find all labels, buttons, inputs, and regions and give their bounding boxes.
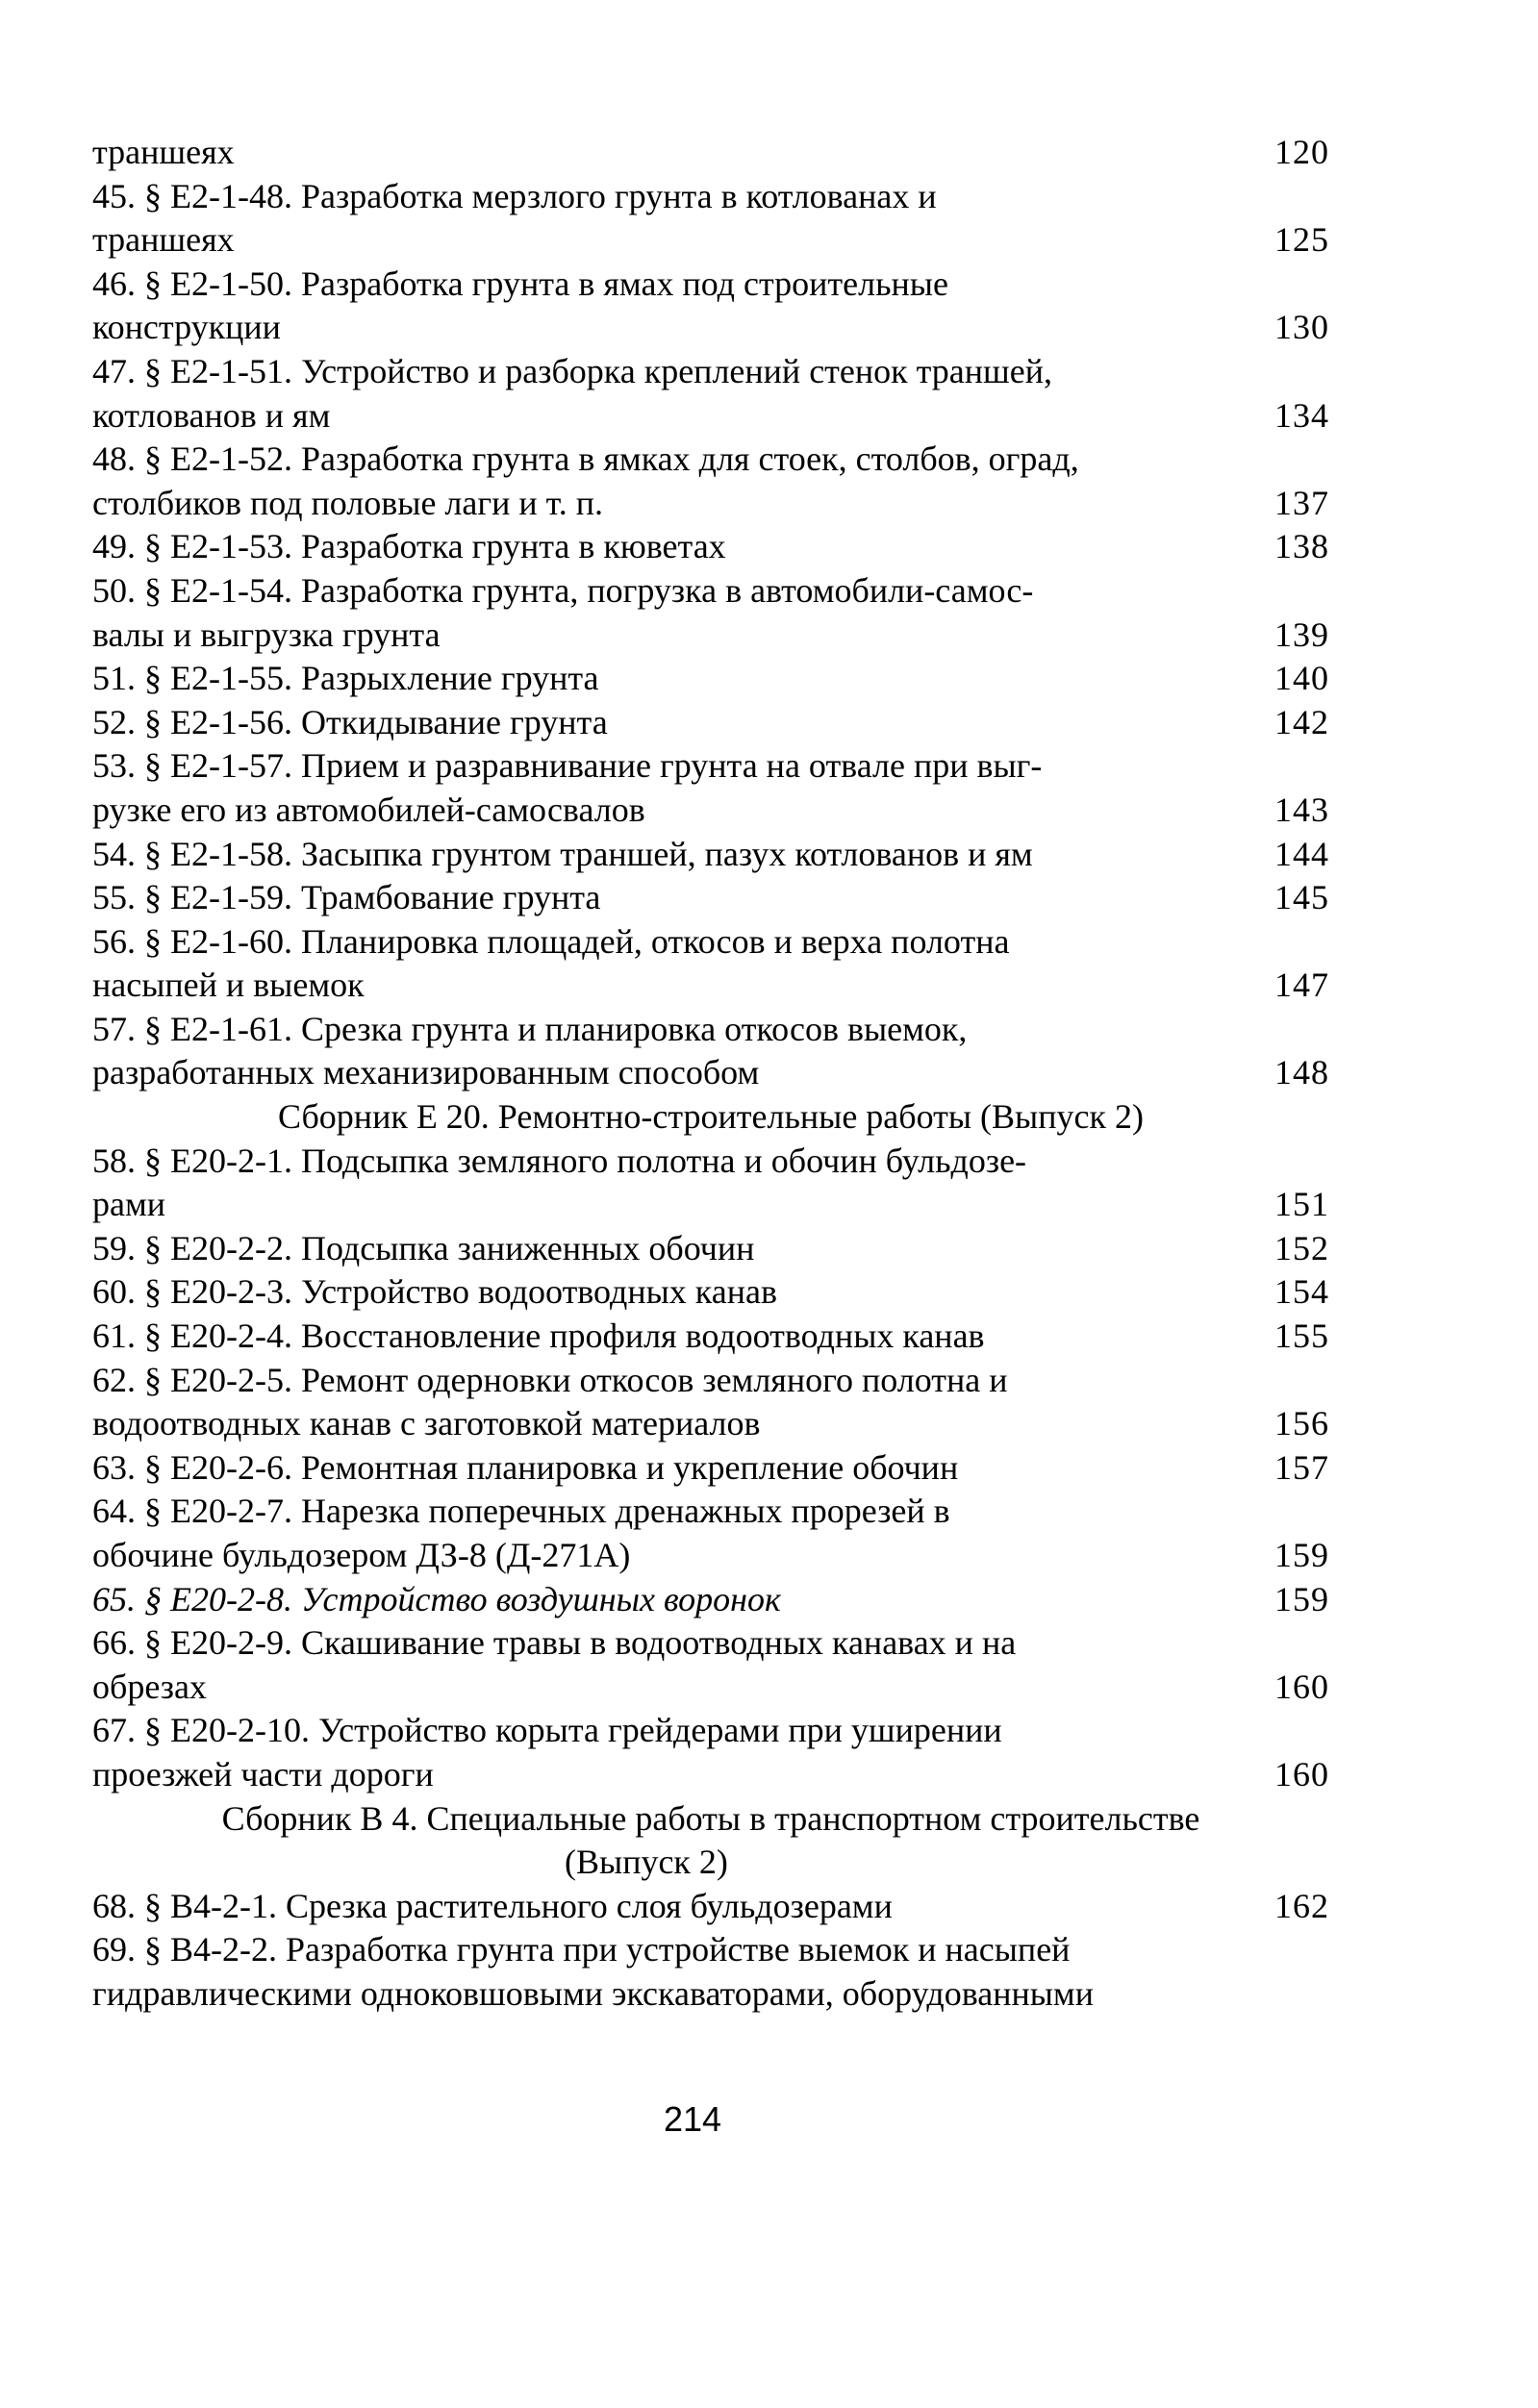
toc-line	[92, 1051, 1329, 1095]
toc-line-text: 66. § Е20-2-9. Скашивание травы в водоотводных канавах и на	[92, 1623, 1017, 1663]
toc-line-text: 51. § Е2-1-55. Разрыхление грунта	[92, 659, 599, 698]
toc-page-number: 162	[1274, 1886, 1329, 1925]
toc-line-text: обочине бульдозером ДЗ-8 (Д-271А)	[92, 1536, 631, 1574]
toc-line	[92, 350, 1329, 394]
toc-line-text: котлованов и ям	[92, 395, 331, 435]
toc-page-number: 160	[1274, 1754, 1329, 1793]
toc-line	[92, 1709, 1329, 1753]
toc-line-text: 56. § Е2-1-60. Планировка площадей, откосов и верха полотна	[92, 921, 1010, 961]
toc-line-text: 53. § Е2-1-57. Прием и разравнивание грунта на отвале при выг-	[92, 746, 1043, 786]
toc-line	[92, 131, 1329, 175]
toc-line-text: 47. § Е2-1-51. Устройство и разборка креплений стенок траншей,	[92, 351, 1053, 390]
toc-line-text: проезжей части дороги	[92, 1754, 434, 1793]
toc-line	[92, 394, 1329, 439]
toc-line-text: насыпей и выемок	[92, 966, 365, 1005]
toc-line-text: 65. § Е20-2-8. Устройство воздушных воронок	[92, 1579, 781, 1618]
toc-page-number: 155	[1274, 1317, 1329, 1356]
toc-line	[92, 175, 1329, 219]
toc-page-number: 156	[1274, 1404, 1329, 1443]
page-number: 214	[663, 2099, 722, 2139]
toc-line-text: 45. § Е2-1-48. Разработка мерзлого грунта в котлованах и	[92, 176, 937, 215]
toc-line-text: 62. § Е20-2-5. Ремонт одерновки откосов земляного полотна и	[92, 1360, 1008, 1399]
toc-line	[92, 1359, 1329, 1403]
toc-page-number: 140	[1274, 659, 1329, 698]
toc-line	[92, 744, 1329, 789]
toc-line-text: гидравлическими одноковшовыми экскаваторами, оборудованными	[92, 1973, 1094, 2013]
toc-page-number: 139	[1274, 615, 1329, 654]
toc-page-number: 134	[1274, 395, 1329, 435]
toc-page-number: 145	[1274, 878, 1329, 917]
toc-line	[92, 1578, 1329, 1622]
toc-page-number: 160	[1274, 1667, 1329, 1706]
toc-line-text: 63. § Е20-2-6. Ремонтная планировка и укрепление обочин	[92, 1447, 959, 1487]
toc-line	[92, 218, 1329, 263]
toc-line-text: 52. § Е2-1-56. Откидывание грунта	[92, 702, 608, 741]
toc-page-number: 159	[1274, 1536, 1329, 1574]
toc-line	[92, 1446, 1329, 1491]
toc-line-text: столбиков под половые лаги и т. п.	[92, 483, 603, 522]
table-of-contents	[92, 131, 1329, 2017]
toc-line	[92, 1928, 1329, 1972]
toc-section-heading	[92, 1095, 1329, 1140]
toc-page-number: 138	[1274, 527, 1329, 566]
toc-line	[92, 1270, 1329, 1315]
toc-line	[92, 1140, 1329, 1184]
toc-line	[92, 789, 1329, 833]
toc-line	[92, 1972, 1329, 2017]
toc-line	[92, 525, 1329, 569]
toc-page-number: 154	[1274, 1272, 1329, 1312]
toc-line	[92, 1621, 1329, 1666]
toc-line	[92, 833, 1329, 877]
toc-line-text: рузке его из автомобилей-самосвалов	[92, 790, 645, 829]
toc-page-number: 142	[1274, 702, 1329, 741]
toc-line	[92, 569, 1329, 614]
toc-line	[92, 1885, 1329, 1929]
toc-line-text: 64. § Е20-2-7. Нарезка поперечных дренажных прорезей в	[92, 1492, 950, 1531]
toc-line	[92, 1666, 1329, 1710]
toc-line-text: 67. § Е20-2-10. Устройство корыта грейдерами при уширении	[92, 1711, 1002, 1750]
toc-line-text: 49. § Е2-1-53. Разработка грунта в кюветах	[92, 527, 726, 566]
toc-line	[92, 1227, 1329, 1271]
toc-line	[92, 701, 1329, 745]
toc-page-number: 159	[1274, 1579, 1329, 1618]
toc-line-text: обрезах	[92, 1667, 207, 1706]
toc-line-text: траншеях	[92, 133, 235, 171]
toc-line	[92, 482, 1329, 526]
toc-line-text: 59. § Е20-2-2. Подсыпка заниженных обочин	[92, 1228, 755, 1267]
toc-line-text: рами	[92, 1185, 166, 1224]
toc-line	[92, 657, 1329, 701]
toc-line-text: 46. § Е2-1-50. Разработка грунта в ямах под строительные	[92, 263, 948, 303]
toc-line-text: водоотводных канав с заготовкой материалов	[92, 1404, 761, 1443]
toc-line-text: 54. § Е2-1-58. Засыпка грунтом траншей, пазух котлованов и ям	[92, 834, 1033, 873]
toc-line	[92, 438, 1329, 482]
toc-page-number: 120	[1274, 133, 1329, 171]
toc-line	[92, 1402, 1329, 1446]
toc-line	[92, 920, 1329, 965]
toc-page-number: 151	[1274, 1185, 1329, 1224]
toc-line-text: 50. § Е2-1-54. Разработка грунта, погрузка в автомобили-самос-	[92, 570, 1034, 610]
toc-line	[92, 876, 1329, 920]
toc-line	[92, 1183, 1329, 1227]
toc-page-number: 157	[1274, 1447, 1329, 1487]
toc-page-number: 137	[1274, 483, 1329, 522]
toc-line-text: 58. § Е20-2-1. Подсыпка земляного полотна и обочин бульдозе-	[92, 1141, 1027, 1180]
toc-section-heading	[92, 1797, 1329, 1842]
toc-page-number: 143	[1274, 790, 1329, 829]
toc-line	[92, 964, 1329, 1008]
toc-line-text: Сборник В 4. Специальные работы в транспортном строительстве	[221, 1798, 1200, 1838]
toc-page-number: 144	[1274, 834, 1329, 873]
toc-line-text: 57. § Е2-1-61. Срезка грунта и планировка откосов выемок,	[92, 1009, 968, 1048]
toc-line	[92, 306, 1329, 350]
toc-line-text: траншеях	[92, 220, 235, 260]
toc-page-number: 152	[1274, 1228, 1329, 1267]
toc-line	[92, 263, 1329, 307]
toc-line-text: конструкции	[92, 308, 281, 347]
toc-line	[92, 1753, 1329, 1797]
toc-line	[92, 1534, 1329, 1578]
toc-line	[92, 614, 1329, 658]
toc-page-number: 125	[1274, 220, 1329, 260]
toc-line-text: 69. § В4-2-2. Разработка грунта при устройстве выемок и насыпей	[92, 1930, 1071, 1969]
toc-line-text: 55. § Е2-1-59. Трамбование грунта	[92, 878, 601, 917]
toc-line-text: 60. § Е20-2-3. Устройство водоотводных канав	[92, 1272, 777, 1312]
toc-page-number: 130	[1274, 308, 1329, 347]
toc-line-text: 48. § Е2-1-52. Разработка грунта в ямках для стоек, столбов, оград,	[92, 439, 1079, 479]
toc-line	[92, 1008, 1329, 1052]
toc-line-text: валы и выгрузка грунта	[92, 615, 441, 654]
toc-line-text: (Выпуск 2)	[565, 1843, 728, 1882]
toc-page-number: 148	[1274, 1053, 1329, 1092]
toc-line	[92, 1490, 1329, 1534]
toc-line	[92, 1315, 1329, 1359]
toc-line-text: 68. § В4-2-1. Срезка растительного слоя бульдозерами	[92, 1886, 893, 1925]
toc-line-text: разработанных механизированным способом	[92, 1053, 760, 1092]
toc-page-number: 147	[1274, 966, 1329, 1005]
toc-line-text: 61. § Е20-2-4. Восстановление профиля водоотводных канав	[92, 1317, 985, 1356]
toc-line-text: Сборник Е 20. Ремонтно-строительные работы (Выпуск 2)	[278, 1097, 1144, 1137]
toc-section-heading	[92, 1841, 1329, 1885]
